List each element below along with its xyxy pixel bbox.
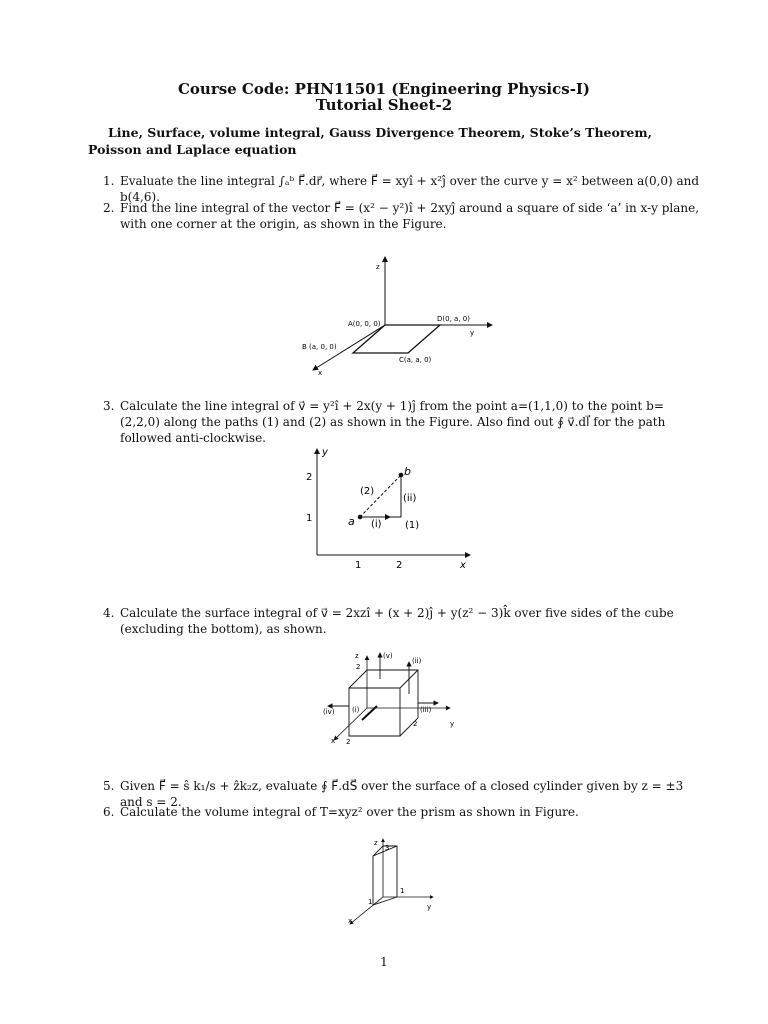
question-2: [103, 200, 703, 232]
x-axis-label: x: [460, 560, 466, 571]
question-number: 1.: [103, 174, 115, 188]
x-axis: [350, 897, 383, 924]
question-number: 2.: [103, 201, 115, 215]
x-tick-2: 2: [346, 738, 351, 746]
y-axis-label: y: [322, 447, 328, 458]
question-text: Calculate the surface integral of v⃗ = 2xzî + (x + 2)ĵ + y(z² − 3)k̂ over five sides of the cube (excluding the bottom), as shown.: [120, 606, 674, 636]
point-a-label: a: [348, 515, 355, 528]
page-number: 1: [380, 955, 388, 969]
x-label: x: [348, 917, 353, 925]
point-c-label: C(a, a, 0): [399, 356, 432, 364]
question-text: Evaluate the line integral ∫ₐᵇ F⃗.dr⃗, where F⃗ = xyî + x²ĵ over the curve y = x² between a(0,0) and b(4,6).: [120, 174, 700, 204]
y-tick-1: 1: [306, 513, 313, 524]
x-axis: [334, 708, 367, 740]
path-2-label: (2): [360, 486, 375, 497]
z-tick-3: 3: [385, 844, 390, 852]
question-number: 5.: [103, 779, 115, 793]
point-b-label: B (a, 0, 0): [302, 343, 337, 351]
question-3: [103, 398, 703, 446]
y-label: y: [427, 903, 432, 911]
square-path-figure: [280, 252, 500, 382]
face-v-label: (v): [383, 652, 393, 660]
face-ii-label: (ii): [412, 657, 422, 665]
point-b: [399, 473, 404, 478]
point-a: [358, 515, 363, 520]
sheet-title: Tutorial Sheet-2: [315, 96, 453, 114]
x-tick-1: 1: [355, 560, 362, 571]
prism-base-hypotenuse: [373, 897, 397, 905]
question-4: [103, 605, 703, 637]
x-label: x: [318, 369, 323, 377]
question-text: Given F⃗ = ŝ k₁/s + ẑk₂z, evaluate ∮ F⃗.dS⃗ over the surface of a closed cylinder given by z = ±3 and s = 2.: [120, 779, 684, 809]
x-label: x: [331, 737, 336, 745]
prism-figure: [340, 836, 440, 931]
face-iii-label: (iii): [420, 706, 432, 714]
question-text: Calculate the volume integral of T=xyz² over the prism as shown in Figure.: [120, 805, 579, 819]
path-1-label: (1): [405, 520, 420, 531]
question-number: 6.: [103, 805, 115, 819]
z-label: z: [355, 652, 359, 660]
square-outline: [353, 325, 440, 353]
cube-figure: [320, 648, 470, 748]
point-a-label: A(0, 0, 0): [348, 320, 381, 328]
x-tick-2: 2: [396, 560, 403, 571]
face-iv-label: (iv): [323, 708, 335, 716]
face-i-label: (i): [352, 706, 360, 714]
y-tick-2: 2: [413, 720, 418, 728]
y-tick-1: 1: [400, 887, 405, 895]
subject-heading: Line, Surface, volume integral, Gauss Divergence Theorem, Stoke’s Theorem, Poisson and Laplace equation: [88, 125, 652, 157]
question-number: 4.: [103, 606, 115, 620]
z-label: z: [376, 263, 380, 271]
y-tick-2: 2: [306, 472, 313, 483]
question-text: Find the line integral of the vector F⃗ = (x² − y²)î + 2xyĵ around a square of side ‘a’ in x-y plane, with one corner at the origin, as shown in the Figure.: [120, 201, 700, 231]
point-d-label: D(0, a, 0): [437, 315, 470, 323]
segment-i-label: (i): [371, 519, 382, 530]
z-label: z: [374, 839, 378, 847]
question-number: 3.: [103, 399, 115, 413]
segment-ii-label: (ii): [403, 493, 417, 504]
paths-figure: [300, 445, 480, 573]
question-text: Calculate the line integral of v⃗ = y²î + 2x(y + 1)ĵ from the point a=(1,1,0) to the point b=(2,2,0) along the paths (1) and (2) as shown in the Figure. Also find out ∮ v⃗.dl⃗ for the path followed anti-clockwise.: [120, 399, 666, 445]
course-code-title: Course Code: PHN11501 (Engineering Physics-I): [177, 80, 591, 98]
y-label: y: [470, 329, 475, 337]
y-label: y: [450, 720, 455, 728]
question-6: [103, 804, 703, 820]
point-b-label: b: [404, 465, 411, 478]
x-tick-1: 1: [368, 898, 373, 906]
z-tick-2: 2: [356, 663, 361, 671]
